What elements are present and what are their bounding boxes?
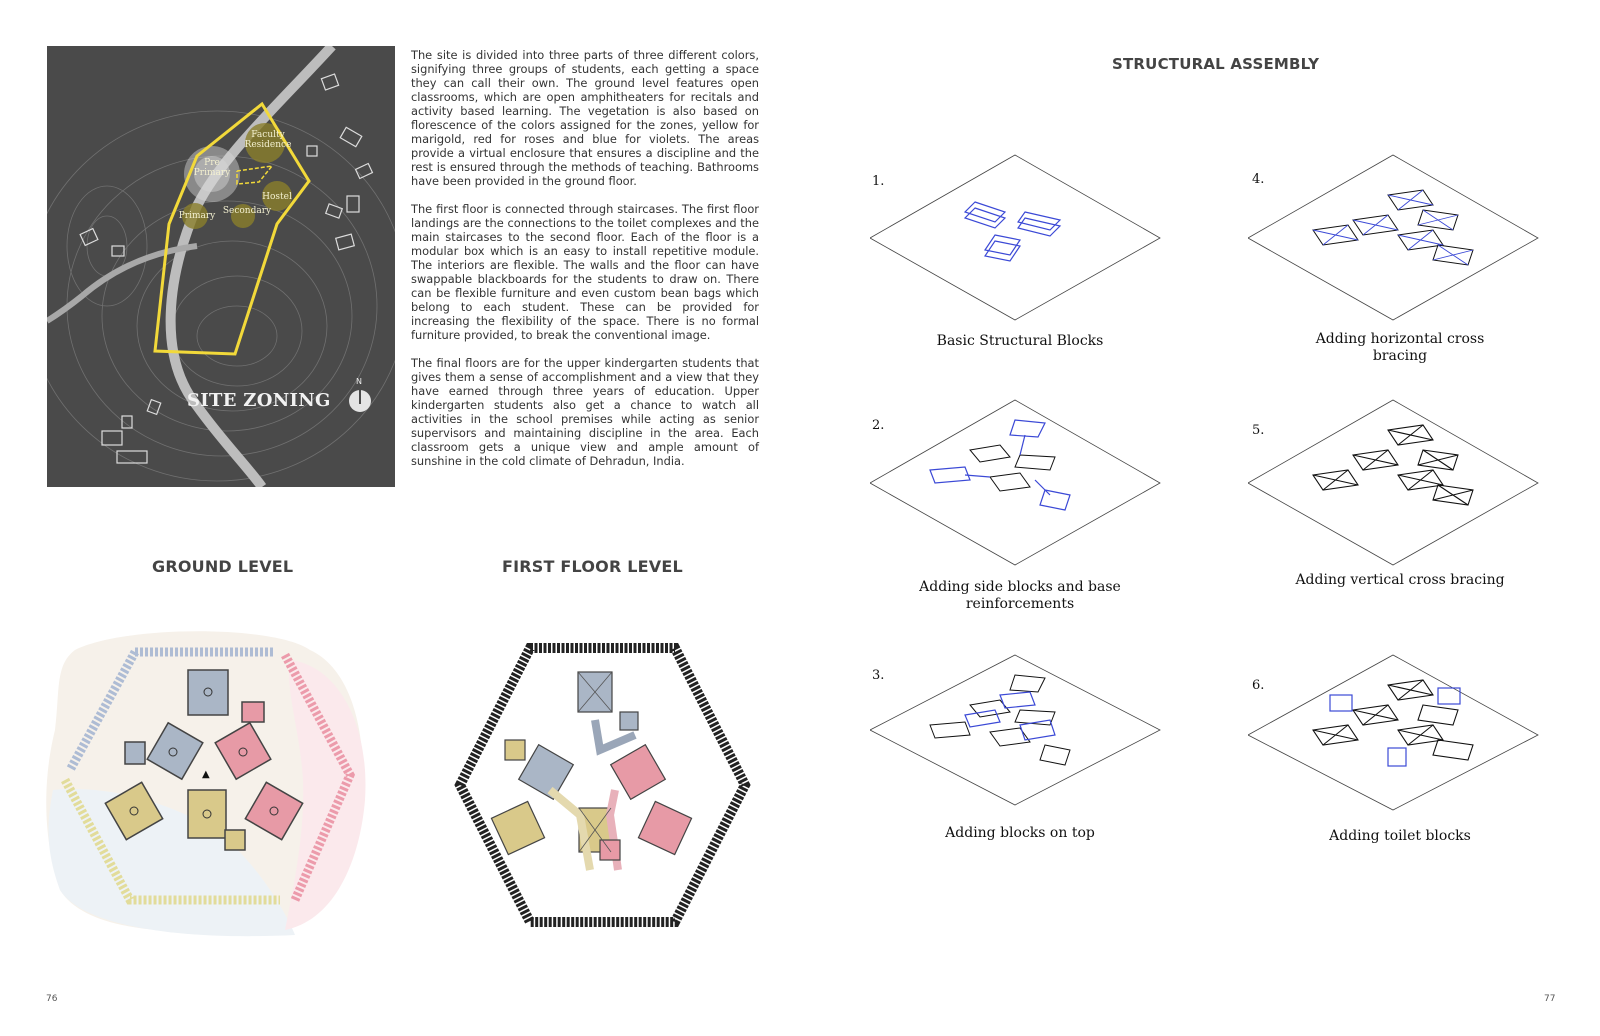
step-caption-5: Adding vertical cross bracing xyxy=(1295,572,1505,588)
page-number-right: 77 xyxy=(1544,994,1556,1004)
step-number-3: 3. xyxy=(872,668,885,683)
ground-level-heading: GROUND LEVEL xyxy=(152,557,294,576)
step-diagram-1 xyxy=(870,150,1165,330)
description-paragraph-1: The site is divided into three parts of three different colors, signifying three groups of students, each getting a space they can call their own. The ground level features open classrooms, which are open amphitheaters for recitals and activity based learning. The vegetation is also based on florescence of the colors assigned for the zones, yellow for marigold, red for roses and blue for violets. The areas provide a virtual enclosure that ensures a discipline and the rest is ensured through the methods of teaching. Bathrooms have been provided in the ground floor. xyxy=(411,48,759,188)
first-floor-heading: FIRST FLOOR LEVEL xyxy=(502,557,683,576)
description-paragraph-3: The final floors are for the upper kindergarten students that gives them a sense of accomplishment and a view that they have earned through three years of education. Upper kindergarten students also get a chance to watch all activities in the school premises while acting as senior supervisors and maintaining discipline in the area. Each classroom gets a unique view and ample amount of sunshine in the cold climate of Dehradun, India. xyxy=(411,356,759,468)
step-caption-6: Adding toilet blocks xyxy=(1329,828,1471,844)
svg-text:▲: ▲ xyxy=(202,769,210,780)
site-map-drawing xyxy=(47,46,395,487)
north-label: N xyxy=(356,377,362,386)
step-caption-1: Basic Structural Blocks xyxy=(936,333,1104,349)
first-floor-drawing xyxy=(440,640,760,930)
description-text xyxy=(411,48,759,482)
step-diagram-4 xyxy=(1248,150,1543,330)
step-number-2: 2. xyxy=(872,418,885,433)
zone-label-primary: Primary xyxy=(178,211,216,221)
first-floor-plan xyxy=(440,640,760,930)
zone-label-secondary: Secondary xyxy=(222,206,272,216)
page-number-left: 76 xyxy=(46,994,58,1004)
step-number-6: 6. xyxy=(1252,678,1265,693)
site-zoning-title: SITE ZONING xyxy=(187,390,331,411)
step-number-4: 4. xyxy=(1252,172,1265,187)
zone-label-hostel: Hostel xyxy=(262,192,292,202)
step-diagram-3 xyxy=(870,650,1165,830)
site-zoning-map xyxy=(47,46,395,487)
step-number-5: 5. xyxy=(1252,423,1265,438)
step-caption-2: Adding side blocks and base reinforcements xyxy=(919,579,1121,612)
step-caption-4: Adding horizontal cross bracing xyxy=(1315,331,1485,364)
step-number-1: 1. xyxy=(872,174,885,189)
zone-label-faculty: Faculty Residence xyxy=(244,130,292,150)
step-diagram-2 xyxy=(870,395,1165,575)
zone-label-pre-primary: Pre Primary xyxy=(193,158,231,178)
ground-level-plan xyxy=(45,630,375,940)
structural-assembly-heading: STRUCTURAL ASSEMBLY xyxy=(1112,55,1320,73)
step-diagram-6 xyxy=(1248,650,1543,830)
step-diagram-5 xyxy=(1248,395,1543,575)
ground-level-drawing xyxy=(45,630,375,940)
step-caption-3: Adding blocks on top xyxy=(945,825,1095,841)
description-paragraph-2: The first floor is connected through staircases. The first floor landings are the connections to the toilet complexes and the main staircases to the second floor. Each of the floor is a modular box which is an easy to install repetitive module. The interiors are flexible. The walls and the floor can have swappable blackboards for the students to draw on. There can be flexible furniture and even custom bean bags which belong to each student. These can be provided for increasing the flexibility of the space. There is no formal furniture provided, to break the conventional image. xyxy=(411,202,759,342)
